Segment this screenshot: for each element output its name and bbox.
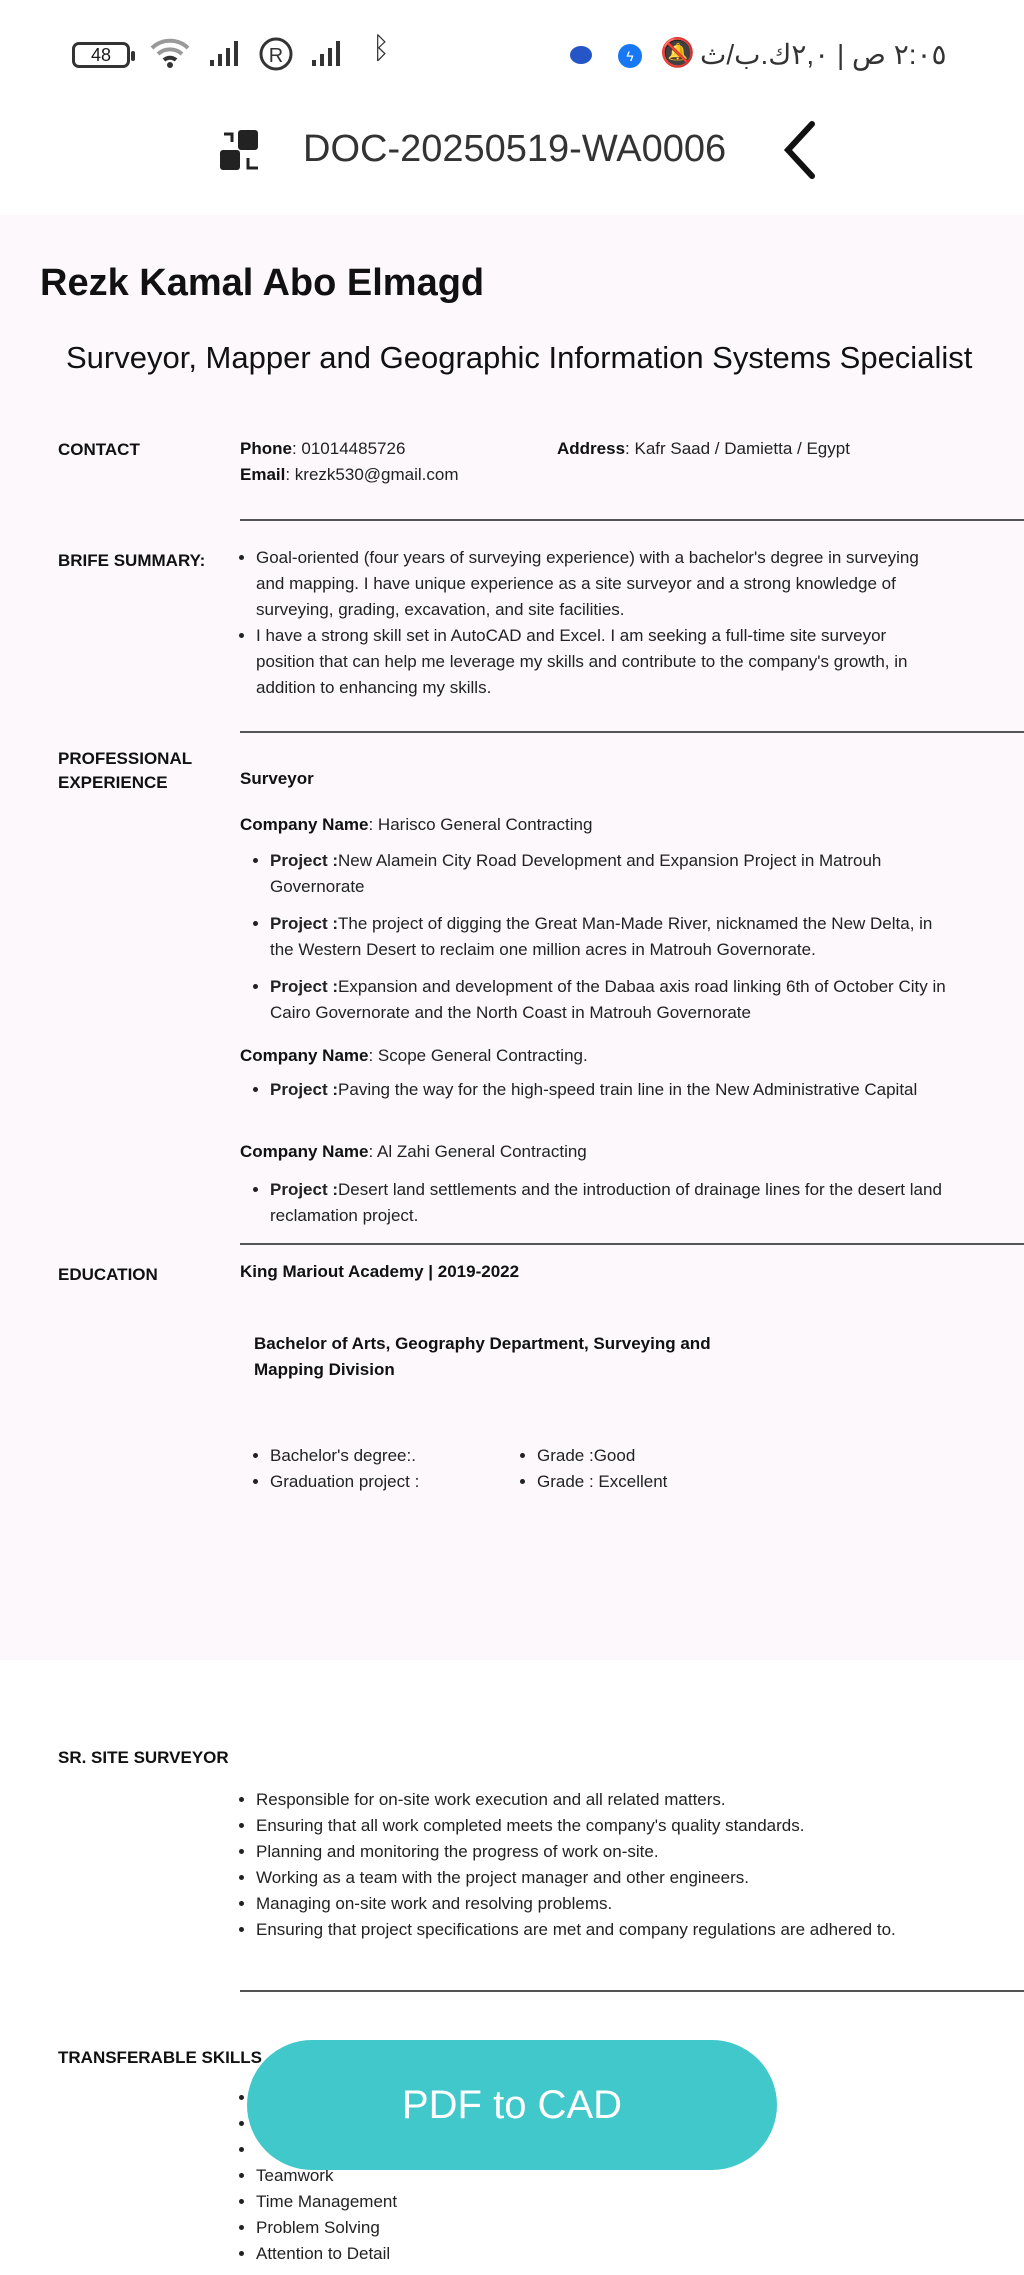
duty-item: • Planning and monitoring the progress of work on-site. <box>256 1839 946 1865</box>
experience-role: Surveyor <box>240 769 314 788</box>
convert-icon[interactable] <box>218 128 264 179</box>
company-label: Company Name <box>240 1142 369 1161</box>
project-item <box>270 974 950 1026</box>
contact-address <box>557 436 850 462</box>
document-title: DOC-20250519-WA0006 <box>303 128 727 170</box>
education-item: • Bachelor's degree:. <box>270 1443 500 1469</box>
bluetooth-icon: ᛒ <box>372 32 390 65</box>
sr-site-surveyor-label: SR. SITE SURVEYOR <box>58 1748 229 1767</box>
duty-item: • Working as a team with the project manager and other engineers. <box>256 1865 946 1891</box>
contact-label: CONTACT <box>58 440 140 459</box>
company-label: Company Name <box>240 815 369 834</box>
project-label: Project : <box>270 1080 339 1099</box>
project-text: Desert land settlements and the introduction of drainage lines for the desert land reclamation project. <box>270 1180 942 1225</box>
skill-item: • Problem Solving <box>256 2215 626 2241</box>
summary-item: • Goal-oriented (four years of surveying experience) with a bachelor's degree in surveying and mapping. I have unique experience as a site surveyor and a strong knowledge of surveying, grading, excavation, and site facilities. <box>256 545 926 623</box>
skill-item: • Time Management <box>256 2189 626 2215</box>
project-item <box>270 1177 950 1229</box>
skill-item: • Attention to Detail <box>256 2241 626 2267</box>
company-label: Company Name <box>240 1046 369 1065</box>
project-item <box>270 848 950 900</box>
resume-subtitle: Surveyor, Mapper and Geographic Information Systems Specialist <box>66 340 973 375</box>
project-list <box>240 848 950 1037</box>
signal-icon <box>310 36 350 78</box>
pdf-to-cad-button[interactable]: PDF to CAD <box>247 2040 777 2170</box>
project-text: Expansion and development of the Dabaa axis road linking 6th of October City in Cairo Governorate and the North Coast in Matrouh Governorate <box>270 977 946 1022</box>
status-time: ٢:٠٥ ص | ٢,٠ك.ب/ث <box>700 39 947 70</box>
project-item <box>270 911 950 963</box>
messages-icon <box>570 46 592 64</box>
company-name <box>240 812 592 838</box>
project-label: Project : <box>270 851 339 870</box>
duties-list <box>226 1787 946 1943</box>
duty-item: • Ensuring that project specifications are met and company regulations are adhered to. <box>256 1917 946 1943</box>
company-name <box>240 1139 587 1165</box>
messenger-icon: ϟ <box>618 44 642 68</box>
education-school: King Mariout Academy | 2019-2022 <box>240 1262 520 1281</box>
duty-item: • Managing on-site work and resolving problems. <box>256 1891 946 1917</box>
project-item <box>270 1077 950 1103</box>
summary-item: • I have a strong skill set in AutoCAD and Excel. I am seeking a full-time site surveyor position that can help me leverage my skills and contribute to the company's growth, in addition to enhancing my skills. <box>256 623 926 701</box>
project-text: The project of digging the Great Man-Made River, nicknamed the New Delta, in the Western Desert to reclaim one million acres in Matrouh Governorate. <box>270 914 933 959</box>
wifi-icon <box>150 36 190 78</box>
address-value: : Kafr Saad / Damietta / Egypt <box>625 439 850 458</box>
education-list-right <box>507 1443 767 1495</box>
phone-value: : 01014485726 <box>291 439 406 458</box>
roaming-icon <box>258 36 294 80</box>
project-label: Project : <box>270 1180 339 1199</box>
skills-label: TRANSFERABLE SKILLS <box>58 2048 262 2067</box>
svg-text:R: R <box>268 45 284 67</box>
education-item: • Grade :Good <box>537 1443 767 1469</box>
divider <box>240 1243 1024 1245</box>
education-item: • Grade : Excellent <box>537 1469 767 1495</box>
skill-item: • Teamwork <box>256 2163 626 2189</box>
divider <box>240 731 1024 733</box>
summary-list <box>226 545 926 701</box>
project-text: New Alamein City Road Development and Expansion Project in Matrouh Governorate <box>270 851 882 896</box>
education-degree: Bachelor of Arts, Geography Department, Surveying and Mapping Division <box>254 1334 711 1379</box>
project-label: Project : <box>270 914 339 933</box>
address-label: Address <box>557 439 626 458</box>
mute-icon: 🔕 <box>660 37 695 68</box>
education-label: EDUCATION <box>58 1265 158 1284</box>
duty-item: • Responsible for on-site work execution and all related matters. <box>256 1787 946 1813</box>
company-value: : Al Zahi General Contracting <box>368 1142 587 1161</box>
divider <box>240 1990 1024 1992</box>
battery-icon <box>72 42 130 68</box>
education-item: • Graduation project : <box>270 1469 500 1495</box>
resume-name: Rezk Kamal Abo Elmagd <box>40 262 485 304</box>
email-value: : krezk530@gmail.com <box>285 465 459 484</box>
company-value: : Scope General Contracting. <box>368 1046 588 1065</box>
company-name <box>240 1043 588 1069</box>
project-list <box>240 1077 950 1114</box>
battery-level: 48 <box>90 45 112 65</box>
contact-phone <box>240 436 405 462</box>
divider <box>240 519 1024 521</box>
project-label: Project : <box>270 977 339 996</box>
company-value: : Harisco General Contracting <box>368 815 593 834</box>
experience-label: PROFESSIONAL EXPERIENCE <box>58 749 192 792</box>
summary-label: BRIFE SUMMARY: <box>58 551 206 570</box>
phone-label: Phone <box>240 439 292 458</box>
project-list <box>240 1177 950 1240</box>
education-list-left <box>240 1443 500 1495</box>
back-icon[interactable] <box>780 120 820 185</box>
contact-email[interactable] <box>240 462 459 488</box>
duty-item: • Ensuring that all work completed meets the company's quality standards. <box>256 1813 946 1839</box>
email-label: Email <box>240 465 286 484</box>
project-text: Paving the way for the high-speed train line in the New Administrative Capital <box>338 1080 918 1099</box>
signal-icon <box>208 36 248 78</box>
